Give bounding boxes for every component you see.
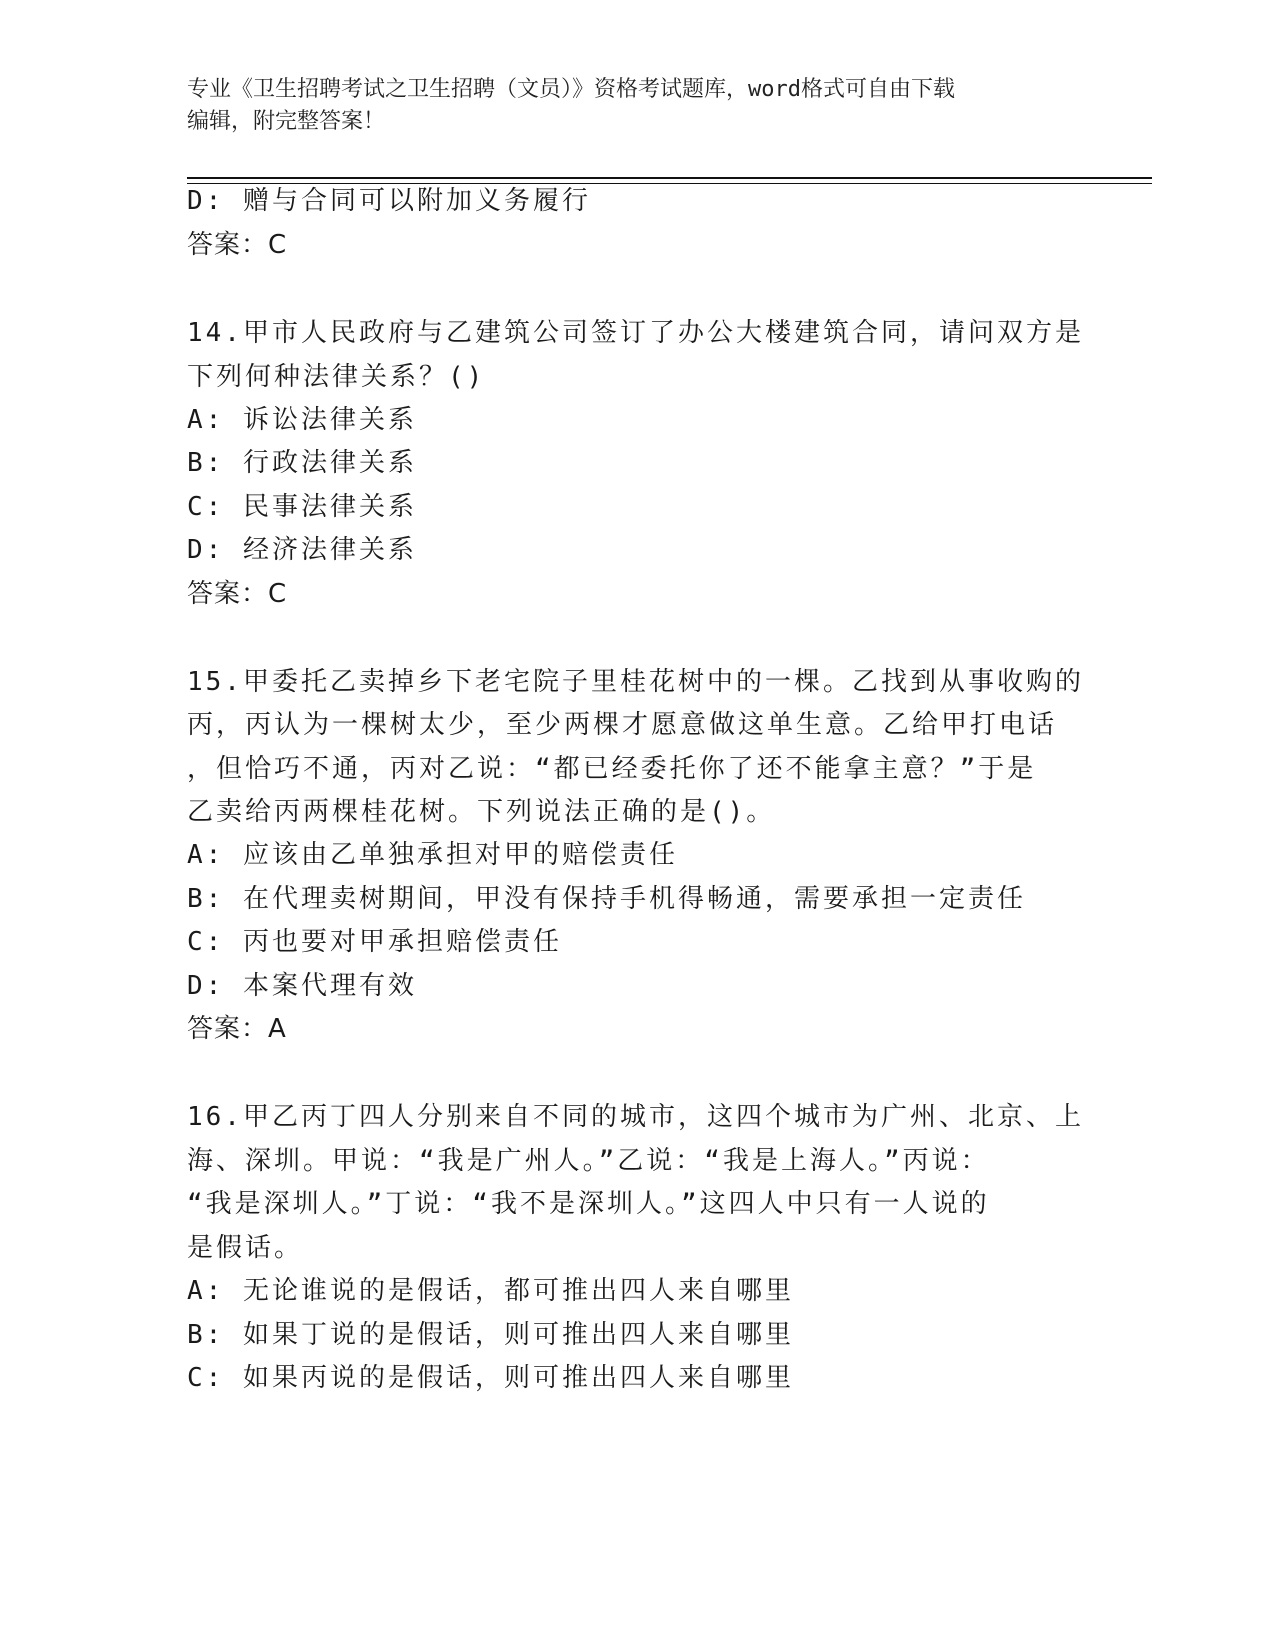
q15-stem-line-4: 乙卖给丙两棵桂花树。下列说法正确的是()。 <box>187 797 776 827</box>
q14-option-c: C: 民事法律关系 <box>187 492 417 522</box>
q14-option-a: A: 诉讼法律关系 <box>187 405 417 435</box>
prev-answer: 答案：C <box>187 230 288 260</box>
q16-option-a: A: 无论谁说的是假话，都可推出四人来自哪里 <box>187 1276 794 1306</box>
q15-stem-line-1: 15.甲委托乙卖掉乡下老宅院子里桂花树中的一棵。乙找到从事收购的 <box>187 667 1084 697</box>
header-line-1: 专业《卫生招聘考试之卫生招聘（文员）》资格考试题库，word格式可自由下载 <box>187 77 955 102</box>
q16-stem-line-4: 是假话。 <box>187 1233 304 1263</box>
q16-option-c: C: 如果丙说的是假话，则可推出四人来自哪里 <box>187 1363 794 1393</box>
q15-stem-line-3: ，但恰巧不通，丙对乙说：“都已经委托你了还不能拿主意？”于是 <box>187 754 1037 784</box>
header-line-2: 编辑，附完整答案！ <box>187 109 386 134</box>
q15-option-a: A: 应该由乙单独承担对甲的赔偿责任 <box>187 840 678 870</box>
q15-stem-line-2: 丙，丙认为一棵树太少，至少两棵才愿意做这单生意。乙给甲打电话 <box>187 710 1058 740</box>
q14-answer: 答案：C <box>187 579 288 609</box>
document-header <box>187 74 1067 138</box>
q16-option-b: B: 如果丁说的是假话，则可推出四人来自哪里 <box>187 1320 794 1350</box>
q15-option-c: C: 丙也要对甲承担赔偿责任 <box>187 927 562 957</box>
q14-stem-line-2: 下列何种法律关系？() <box>187 362 486 392</box>
q15-answer: 答案：A <box>187 1014 287 1044</box>
prev-option-d: D: 赠与合同可以附加义务履行 <box>187 186 591 216</box>
q15-option-b: B: 在代理卖树期间，甲没有保持手机得畅通，需要承担一定责任 <box>187 884 1026 914</box>
header-rule-thick <box>187 177 1152 179</box>
q16-stem-line-3: “我是深圳人。”丁说：“我不是深圳人。”这四人中只有一人说的 <box>187 1189 990 1219</box>
q14-option-b: B: 行政法律关系 <box>187 448 417 478</box>
q14-stem-line-1: 14.甲市人民政府与乙建筑公司签订了办公大楼建筑合同，请问双方是 <box>187 318 1084 348</box>
q14-option-d: D: 经济法律关系 <box>187 535 417 565</box>
q15-option-d: D: 本案代理有效 <box>187 971 417 1001</box>
q16-stem-line-1: 16.甲乙丙丁四人分别来自不同的城市，这四个城市为广州、北京、上 <box>187 1102 1084 1132</box>
q16-stem-line-2: 海、深圳。甲说：“我是广州人。”乙说：“我是上海人。”丙说： <box>187 1146 990 1176</box>
